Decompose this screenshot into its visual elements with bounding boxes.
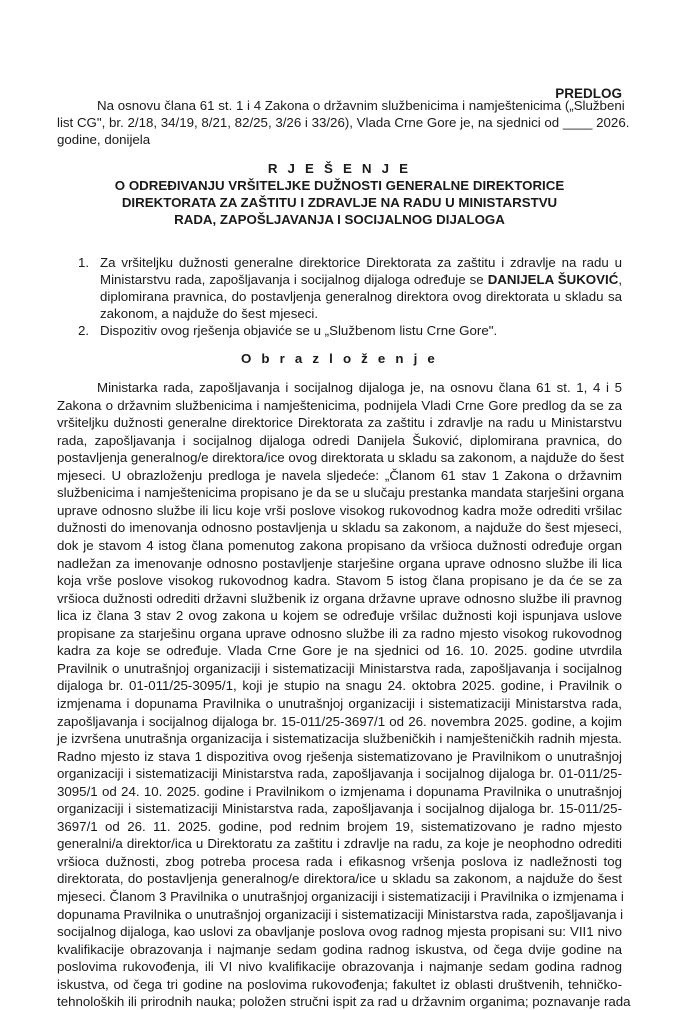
preamble-line: list CG", br. 2/18, 34/19, 8/21, 82/25, 3/26 i 33/26), Vlada Crne Gore je, na sjednici od ____ 2026. [57,115,630,130]
reasoning-line: rada, zapošljavanja i socijalnog dijaloga odredi Danijela Šuković, diplomirana pravnica, do [57,432,622,448]
list-item-line: zakonom, a najduže do šest mjeseci. [100,306,319,321]
reasoning-line: iskustva, od čega tri godine na poslovima rukovođenja; fakultet iz oblasti društvenih, tehničko- [57,976,622,992]
reasoning-line: dužnosti do imenovanja odnosno postavljenja u skladu sa zakonom, a najduže do šest mjeseci, [57,520,622,536]
punctuation: , [618,272,623,287]
list-item-line: diplomirana pravnica, do postavljenja generalnog direktora ovog direktorata u skladu sa [100,289,622,304]
document-title: R J E Š E N J E [267,161,412,176]
preamble-line: Na osnovu člana 61 st. 1 i 4 Zakona o državnim službenicima i namještenicima („Službeni [97,98,625,113]
appointee-name: DANIJELA ŠUKOVIĆ [487,272,619,287]
document-subtitle-line: RADA, ZAPOŠLJAVANJA I SOCIJALNOG DIJALOGA [174,212,505,227]
reasoning-line: Pravilnik o unutrašnjoj organizaciji i sistematizaciji Ministarstva rada, zapošljavanja i socijalnog [57,660,622,676]
reasoning-line: poslovima rukovođenja, ili VI nivo kvalifikacije obrazovanja i najmanje sedam godina radnog [57,959,622,975]
document-subtitle-line: O ODREĐIVANJU VRŠITELJKE DUŽNOSTI GENERALNE DIREKTORICE [114,178,565,193]
reasoning-title: O b r a z l o ž e n j e [241,351,438,366]
preamble-line: godine, donijela [57,132,151,147]
reasoning-line: socijalnog dijaloga, kao uslovi za obavljanje poslova ovog radnog mjesta propisani su: VII1 nivo [57,924,622,940]
reasoning-line: vršiteljku dužnosti generalne direktorice Direktorata za zaštitu i zdravlje na radu u Ministarstvu [57,415,622,431]
reasoning-line: generalni/a direktor/ica u Direktoratu za zaštitu i zdravlje na radu, za koje je neophodno odrediti [57,836,622,852]
reasoning-line: kvalifikacije obrazovanja i najmanje sedam godina radnog iskustva, od čega dvije godine na [57,941,622,957]
reasoning-line: lica iz člana 3 stav 2 ovog zakona u kojem se određuje vršilac dužnosti koji ispunjava uslove [57,608,622,624]
list-item-line: Dispozitiv ovog rješenja objaviće se u „Službenom listu Crne Gore". [100,323,498,338]
reasoning-line: 3697/1 od 26. 11. 2025. godine, pod rednim brojem 19, sistematizovano je radno mjesto [57,818,622,834]
list-item-text: Ministarstvu rada, zapošljavanja i socijalnog dijaloga određuje se [100,272,488,287]
reasoning-line: je izvršena unutrašnja organizacija i sistematizacija službeničkih i namješteničkih radnih mjesta. [57,731,622,746]
reasoning-line: koja vrše poslove visokog rukovodnog kadra. Stavom 5 istog člana propisano je da će se za [57,573,622,588]
reasoning-line: propisane za starješinu organa uprave odnosno službe ili za radno mjesto visokog rukovodnog [57,625,622,641]
reasoning-line: izmjenama i dopunama Pravilnika o unutrašnjoj organizaciji i sistematizaciji Ministarstva rada, [57,695,622,711]
list-item-number: 2. [78,323,90,338]
reasoning-line: 3095/1 od 24. 10. 2025. godine i Pravilnikom o izmjenama i dopunama Pravilnika o unutrašnjoj [57,783,622,799]
reasoning-line: zapošljavanja i socijalnog dijaloga br. 15-011/25-3697/1 od 26. novembra 2025. godine, a kojim [57,713,622,729]
reasoning-line: mjeseci. U obrazloženju predloga je navela sljedeće: „Članom 61 stav 1 Zakona o državnim [57,467,622,483]
reasoning-line: organizaciji i sistematizaciji Ministarstva rada, zapošljavanja i socijalnog dijaloga br. 01-011/25- [57,766,622,782]
list-item-line: Za vršiteljku dužnosti generalne direktorice Direktorata za zaštitu i zdravlje na radu u [100,255,622,270]
reasoning-line: tehnoloških ili prirodnih nauka; položen stručni ispit za rad u državnim organima; poznavanje rada [57,994,631,1010]
reasoning-line: mjeseci. Članom 3 Pravilnika o unutrašnjoj organizaciji i sistematizaciji i Pravilnika o izmjenama i [57,889,624,904]
document-subtitle-line: DIREKTORATA ZA ZAŠTITU I ZDRAVLJE NA RADU U MINISTARSTVU [121,195,558,210]
reasoning-line: dok je stavom 4 istog člana pomenutog zakona propisano da vršioca dužnosti određuje organ [57,538,622,553]
reasoning-line: vršioca dužnosti, zbog potreba procesa rada i efikasnog vršenja poslova iz nadležnosti tog [57,853,622,869]
reasoning-line: Radno mjesto iz stava 1 dispozitiva ovog rješenja sistematizovano je Pravilnikom o unutrašnjoj [57,748,622,764]
reasoning-line: organizaciji i sistematizaciji Ministarstva rada, zapošljavanja i socijalnog dijaloga br. 15-011/25- [57,801,622,817]
list-item-line-with-name [100,271,622,288]
reasoning-line: direktorata, do postavljenja generalnog/e direktora/ice u skladu sa zakonom, a najduže do šest [57,871,622,887]
reasoning-line: kadra za koje se određuje. Vlada Crne Gore je na sjednici od 16. 10. 2025. godine utvrdila [57,643,622,659]
reasoning-line: nadležan za imenovanje odnosno postavljenje starješine organa uprave odnosno službe ili lica [57,555,622,571]
reasoning-line: Zakona o državnim službenicima i namještenicima, podnijela Vladi Crne Gore predlog da se za [57,397,622,413]
reasoning-line: dopunama Pravilnika o unutrašnjoj organizaciji i sistematizaciji Ministarstva rada, zapošljavanja i [57,906,624,922]
reasoning-line: Ministarka rada, zapošljavanja i socijalnog dijaloga je, na osnovu člana 61 st. 1, 4 i 5 [97,380,622,395]
proposal-label: PREDLOG [555,86,622,101]
reasoning-line: dijaloga br. 01-011/25-3095/1, koji je stupio na snagu 24. oktobra 2025. godine, i Pravilnik o [57,678,622,694]
reasoning-line: vršioca dužnosti odrediti državni službenik iz organa državne uprave odnosno službe ili pravnog [57,590,622,606]
reasoning-line: službenicima i namještenicima propisano je da se u slučaju prestanka mandata starješini organa [57,485,624,501]
reasoning-line: uprave odnosno službe ili licu koje vrši poslove visokog rukovodnog kadra može odrediti vršilac [57,502,622,518]
reasoning-line: postavljenja generalnog/e direktora/ice ovog direktorata u skladu sa zakonom, a najduže do šest [57,450,624,466]
list-item-number: 1. [78,255,90,270]
